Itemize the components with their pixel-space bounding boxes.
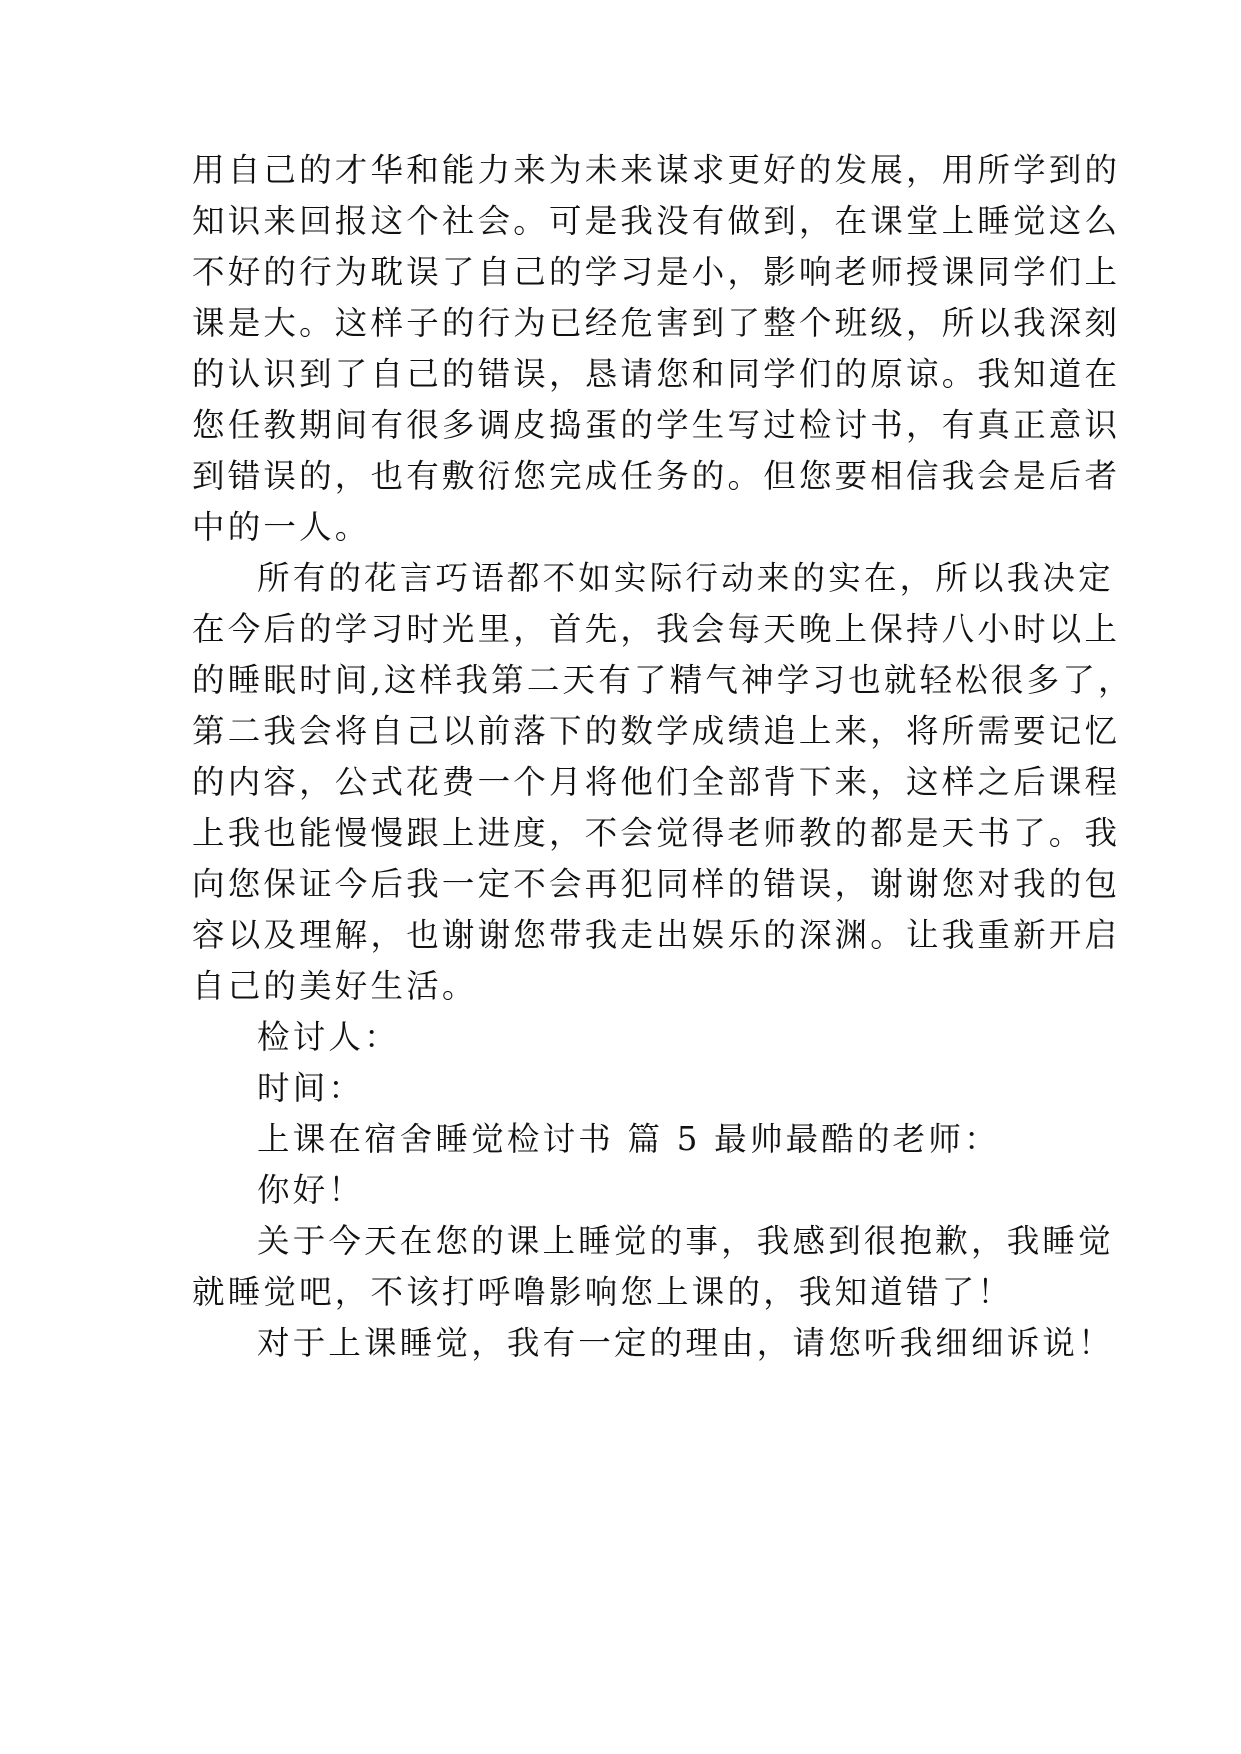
paragraph-line: 自己的美好生活。 <box>192 967 478 1005</box>
paragraph-line: 对于上课睡觉，我有一定的理由，请您听我细细诉说！ <box>257 1324 1114 1362</box>
paragraph-line: 到错误的，也有敷衍您完成任务的。但您要相信我会是后者 <box>192 457 1121 495</box>
paragraph-line: 您任教期间有很多调皮捣蛋的学生写过检讨书，有真正意识 <box>192 406 1121 444</box>
paragraph-line: 第二我会将自己以前落下的数学成绩追上来，将所需要记忆 <box>192 712 1121 750</box>
paragraph-line: 的内容，公式花费一个月将他们全部背下来，这样之后课程 <box>192 763 1121 801</box>
paragraph-line: 所有的花言巧语都不如实际行动来的实在，所以我决定 <box>257 559 1114 597</box>
paragraph-line: 不好的行为耽误了自己的学习是小，影响老师授课同学们上 <box>192 253 1121 291</box>
paragraph-line: 向您保证今后我一定不会再犯同样的错误，谢谢您对我的包 <box>192 865 1121 903</box>
paragraph-line: 就睡觉吧，不该打呼噜影响您上课的，我知道错了！ <box>192 1273 1014 1311</box>
section-heading: 上课在宿舍睡觉检讨书 篇 5 最帅最酷的老师： <box>257 1120 1000 1158</box>
paragraph-line: 知识来回报这个社会。可是我没有做到，在课堂上睡觉这么 <box>192 202 1121 240</box>
paragraph-line: 的睡眠时间,这样我第二天有了精气神学习也就轻松很多了， <box>192 661 1134 699</box>
paragraph-line: 的认识到了自己的错误，恳请您和同学们的原谅。我知道在 <box>192 355 1121 393</box>
paragraph-line: 关于今天在您的课上睡觉的事，我感到很抱歉，我睡觉 <box>257 1222 1114 1260</box>
paragraph-line: 中的一人。 <box>192 508 371 546</box>
paragraph-line: 用自己的才华和能力来为未来谋求更好的发展，用所学到的 <box>192 151 1121 189</box>
paragraph-line: 容以及理解，也谢谢您带我走出娱乐的深渊。让我重新开启 <box>192 916 1121 954</box>
paragraph-line: 在今后的学习时光里，首先，我会每天晚上保持八小时以上 <box>192 610 1121 648</box>
paragraph-line: 上我也能慢慢跟上进度，不会觉得老师教的都是天书了。我 <box>192 814 1121 852</box>
greeting: 你好！ <box>257 1171 365 1209</box>
paragraph-line: 课是大。这样子的行为已经危害到了整个班级，所以我深刻 <box>192 304 1121 342</box>
signature-label: 检讨人： <box>257 1018 400 1056</box>
date-label: 时间： <box>257 1069 365 1107</box>
